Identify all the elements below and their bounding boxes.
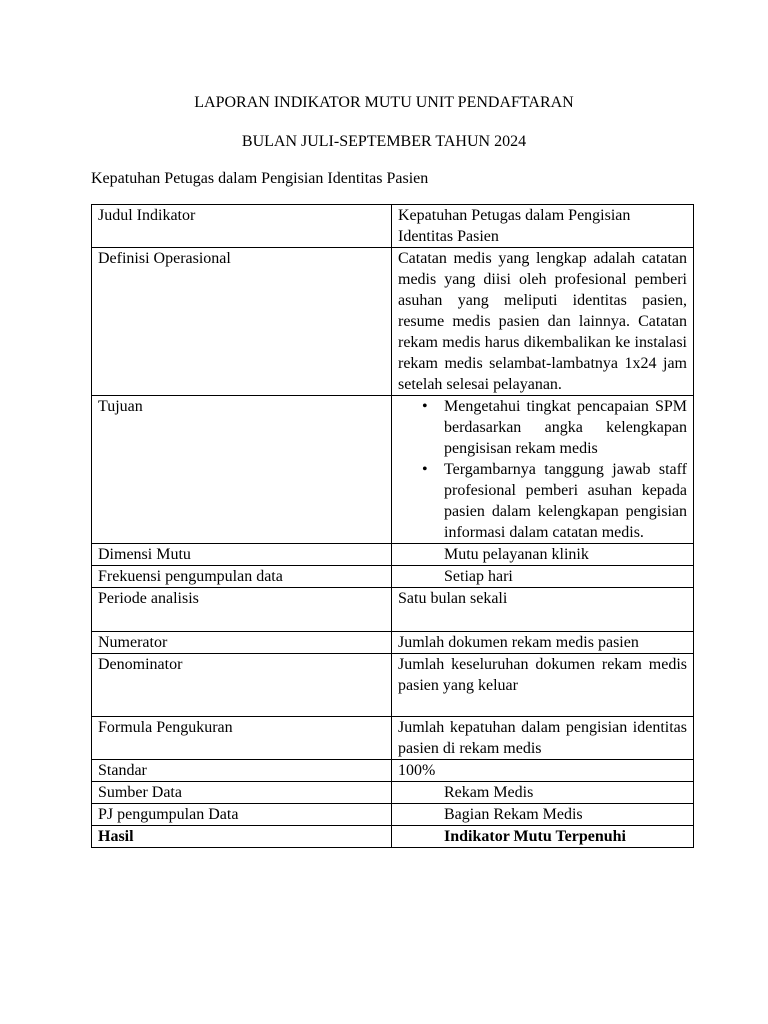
bullet-icon: • xyxy=(422,398,428,415)
value-denominator: Jumlah keseluruhan dokumen rekam medis pasien yang keluar xyxy=(392,654,694,717)
tujuan-item xyxy=(422,459,687,543)
value-judul-indikator: Kepatuhan Petugas dalam Pengisian Identitas Pasien xyxy=(392,205,694,248)
row-dimensi xyxy=(92,544,694,566)
row-denominator xyxy=(92,654,694,717)
row-standar xyxy=(92,760,694,782)
row-numerator xyxy=(92,632,694,654)
row-judul xyxy=(92,205,694,248)
label-judul-indikator: Judul Indikator xyxy=(92,205,392,248)
report-title: LAPORAN INDIKATOR MUTU UNIT PENDAFTARAN xyxy=(194,94,574,111)
label-frekuensi: Frekuensi pengumpulan data xyxy=(92,566,392,588)
value-definisi-operasional: Catatan medis yang lengkap adalah catatan medis yang diisi oleh profesional pemberi asuhan yang meliputi identitas pasien, resume medis pasien dan lainnya. Catatan rekam medis harus dikembalikan ke instalasi rekam medis selambat-lambatnya 1x24 jam setelah selesai pelayanan. xyxy=(392,248,694,396)
tujuan-item-text: Tergambarnya tanggung jawab staff profesional pemberi asuhan kepada pasien dalam kelengkapan pengisian informasi dalam catatan medis. xyxy=(444,461,687,541)
value-numerator: Jumlah dokumen rekam medis pasien xyxy=(392,632,694,654)
value-periode-analisis: Satu bulan sekali xyxy=(392,588,694,632)
tujuan-item xyxy=(422,396,687,459)
label-hasil: Hasil xyxy=(92,826,392,848)
label-formula: Formula Pengukuran xyxy=(92,717,392,760)
row-definisi xyxy=(92,248,694,396)
row-periode xyxy=(92,588,694,632)
row-sumber xyxy=(92,782,694,804)
value-tujuan xyxy=(392,396,694,544)
label-pj-pengumpulan: PJ pengumpulan Data xyxy=(92,804,392,826)
tujuan-item-text: Mengetahui tingkat pencapaian SPM berdasarkan angka kelengkapan pengisisan rekam medis xyxy=(444,398,687,457)
label-standar: Standar xyxy=(92,760,392,782)
value-frekuensi: Setiap hari xyxy=(392,566,694,588)
row-frekuensi xyxy=(92,566,694,588)
value-formula: Jumlah kepatuhan dalam pengisian identitas pasien di rekam medis xyxy=(392,717,694,760)
value-dimensi-mutu: Mutu pelayanan klinik xyxy=(392,544,694,566)
label-dimensi-mutu: Dimensi Mutu xyxy=(92,544,392,566)
tujuan-list xyxy=(398,396,687,543)
label-tujuan: Tujuan xyxy=(92,396,392,544)
label-sumber-data: Sumber Data xyxy=(92,782,392,804)
indicator-table xyxy=(91,204,694,848)
label-definisi-operasional: Definisi Operasional xyxy=(92,248,392,396)
report-period: BULAN JULI-SEPTEMBER TAHUN 2024 xyxy=(241,133,527,150)
value-sumber-data: Rekam Medis xyxy=(392,782,694,804)
label-denominator: Denominator xyxy=(92,654,392,717)
value-standar: 100% xyxy=(392,760,694,782)
value-pj-pengumpulan: Bagian Rekam Medis xyxy=(392,804,694,826)
bullet-icon: • xyxy=(422,461,428,478)
value-hasil: Indikator Mutu Terpenuhi xyxy=(392,826,694,848)
label-numerator: Numerator xyxy=(92,632,392,654)
row-hasil xyxy=(92,826,694,848)
row-tujuan xyxy=(92,396,694,544)
row-pj xyxy=(92,804,694,826)
label-periode-analisis: Periode analisis xyxy=(92,588,392,632)
row-formula xyxy=(92,717,694,760)
indicator-subtitle: Kepatuhan Petugas dalam Pengisian Identitas Pasien xyxy=(91,170,429,187)
